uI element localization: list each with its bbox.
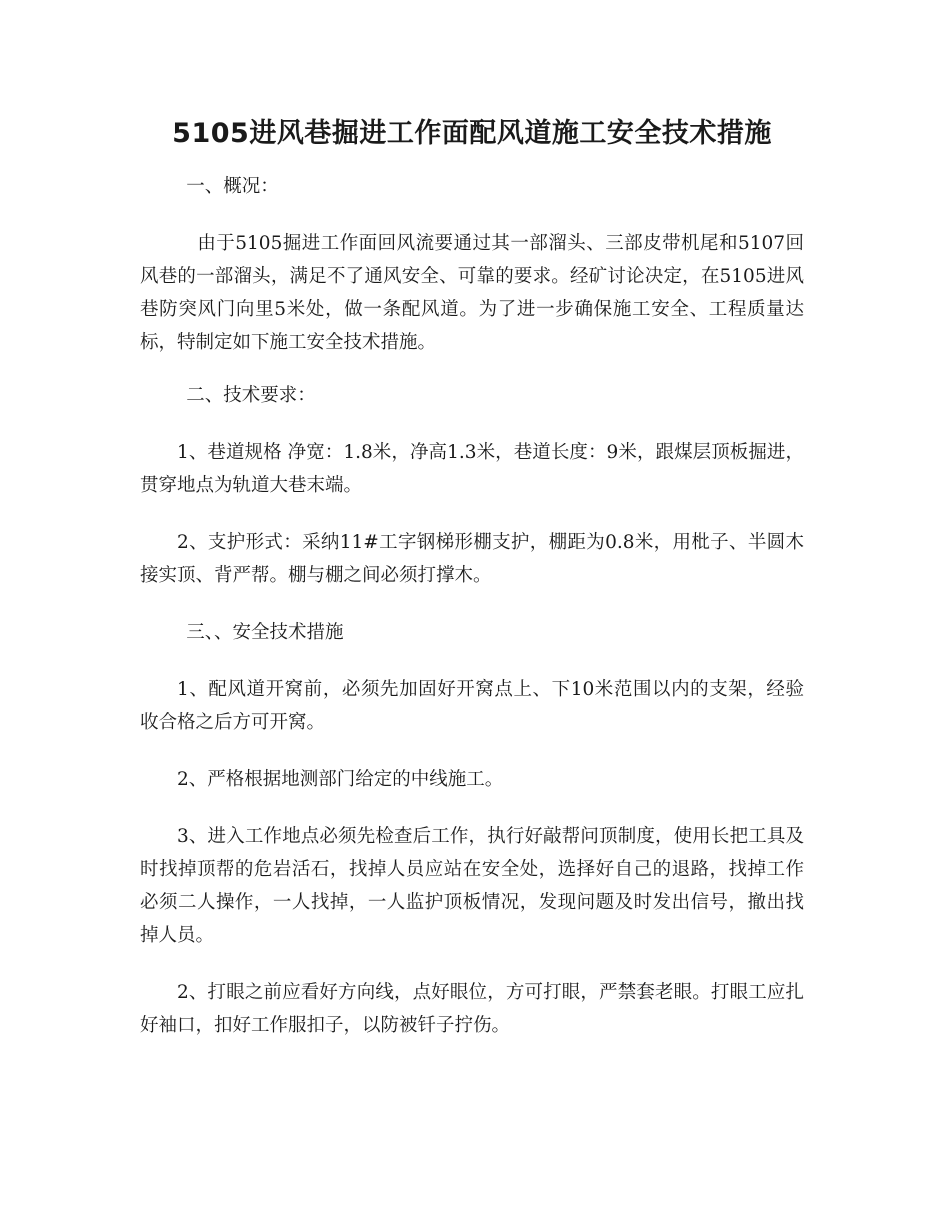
paragraph-overview: 由于5105掘进工作面回风流要通过其一部溜头、三部皮带机尾和5107回风巷的一部溜头，满足不了通风安全、可靠的要求。经矿讨论决定，在5105进风巷防突风门向里5米处，做一条配风道。为了进一步确保施工安全、工程质量达标，特制定如下施工安全技术措施。: [140, 233, 804, 353]
paragraph-measure-4: 2、打眼之前应看好方向线，点好眼位，方可打眼，严禁套老眼。打眼工应扎好袖口，扣好工作服扣子，以防被钎子拧伤。: [140, 982, 804, 1036]
document-title: 5105进风巷掘进工作面配风道施工安全技术措施: [172, 118, 772, 149]
document-page: [140, 108, 804, 1066]
section-heading-technical-requirements: 二、技术要求：: [186, 385, 316, 406]
section-heading-safety-measures: 三、、安全技术措施: [186, 622, 344, 643]
paragraph-measure-1: 1、配风道开窝前，必须先加固好开窝点上、下10米范围以内的支架，经验收合格之后方可开窝。: [140, 679, 804, 733]
paragraph-measure-2: 2、严格根据地测部门给定的中线施工。: [177, 769, 504, 790]
section-heading-overview: 一、概况：: [186, 176, 279, 197]
paragraph-measure-3: 3、进入工作地点必须先检查后工作，执行好敲帮问顶制度，使用长把工具及时找掉顶帮的危岩活石，找掉人员应站在安全处，选择好自己的退路，找掉工作必须二人操作，一人找掉，一人监护顶板情况，发现问题及时发出信号，撤出找掉人员。: [140, 826, 804, 946]
paragraph-support-form: 2、支护形式：采纳11#工字钢梯形棚支护，棚距为0.8米，用枇子、半圆木接实顶、背严帮。棚与棚之间必须打撑木。: [140, 532, 804, 586]
paragraph-roadway-spec: 1、巷道规格 净宽：1.8米，净高1.3米，巷道长度：9米，跟煤层顶板掘进，贯穿地点为轨道大巷末端。: [140, 442, 804, 496]
